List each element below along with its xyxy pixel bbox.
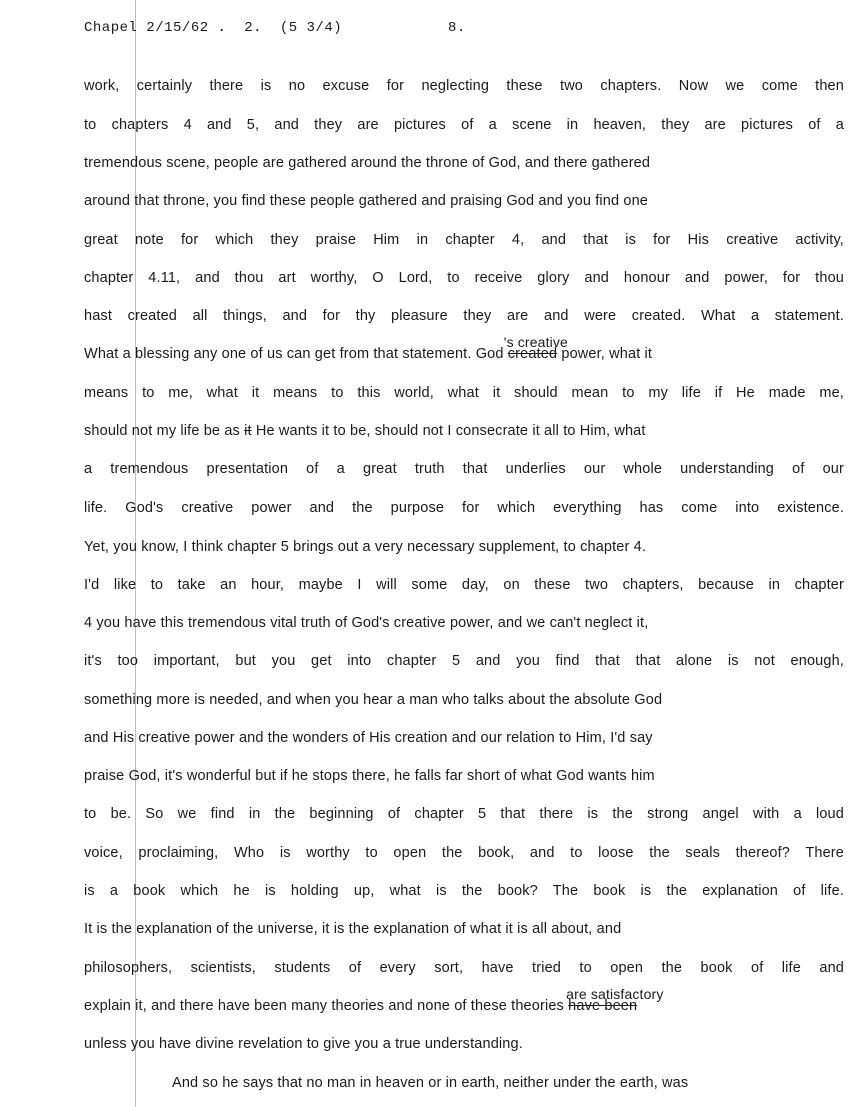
inserted-text: 's creative xyxy=(503,334,568,350)
page-number: 8. xyxy=(448,20,466,36)
text-line: means to me, what it means to this world, what it should mean to my life if He made me, xyxy=(84,385,844,401)
page-header xyxy=(84,20,844,40)
line-text: What a blessing any one of us can get from that statement. God xyxy=(84,346,504,362)
text-line: chapter 4.11, and thou art worthy, O Lord, to receive glory and honour and power, for thou xyxy=(84,270,844,286)
text-line: It is the explanation of the universe, it is the explanation of what it is all about, and xyxy=(84,921,622,937)
text-line: voice, proclaiming, Who is worthy to open the book, and to loose the seals thereof? There xyxy=(84,845,844,861)
text-line: and His creative power and the wonders of His creation and our relation to Him, I'd say xyxy=(84,730,653,746)
text-line: life. God's creative power and the purpose for which everything has come into existence. xyxy=(84,500,844,516)
line-text: explain it, and there have been many theories and none of these theories xyxy=(84,998,569,1014)
text-line: around that throne, you find these people gathered and praising God and you find one xyxy=(84,193,649,209)
inserted-text: are satisfactory xyxy=(566,986,664,1002)
text-line: something more is needed, and when you hear a man who talks about the absolute God xyxy=(84,692,663,708)
text-line: great note for which they praise Him in chapter 4, and that is for His creative activity, xyxy=(84,232,844,248)
text-line: hast created all things, and for thy pleasure they are and were created. What a statement. xyxy=(84,308,844,324)
line-text: should not my life be as xyxy=(84,423,245,439)
line-text: He wants it to be, should not I consecrate it all to Him, what xyxy=(251,423,646,439)
handwritten-correction xyxy=(503,334,568,365)
line-text: power, what it xyxy=(557,346,653,362)
text-line: a tremendous presentation of a great truth that underlies our whole understanding of our xyxy=(84,461,844,477)
text-line: to be. So we find in the beginning of chapter 5 that there is the strong angel with a loud xyxy=(84,806,844,822)
handwritten-correction xyxy=(566,986,664,1017)
struck-text: it xyxy=(244,423,252,439)
text-line-with-correction xyxy=(84,986,844,1017)
text-line: Yet, you know, I think chapter 5 brings out a very necessary supplement, to chapter 4. xyxy=(84,539,647,555)
text-line: praise God, it's wonderful but if he stops there, he falls far short of what God wants him xyxy=(84,768,655,784)
header-label: Chapel 2/15/62 . 2. (5 3/4) xyxy=(84,20,343,36)
text-line: 4 you have this tremendous vital truth of God's creative power, and we can't neglect it, xyxy=(84,615,649,631)
text-line-with-correction xyxy=(84,420,844,442)
text-line: unless you have divine revelation to give you a true understanding. xyxy=(84,1036,523,1052)
struck-text: have been xyxy=(568,998,638,1014)
text-line-with-correction xyxy=(84,334,844,365)
text-line: And so he says that no man in heaven or in earth, neither under the earth, was xyxy=(172,1075,689,1091)
text-line: philosophers, scientists, students of every sort, have tried to open the book of life and xyxy=(84,960,844,976)
text-line: tremendous scene, people are gathered around the throne of God, and there gathered xyxy=(84,155,651,171)
text-line: to chapters 4 and 5, and they are pictures of a scene in heaven, they are pictures of a xyxy=(84,117,844,133)
struck-text: created xyxy=(507,346,558,362)
text-line: work, certainly there is no excuse for neglecting these two chapters. Now we come then xyxy=(84,78,844,94)
text-line: I'd like to take an hour, maybe I will some day, on these two chapters, because in chapter xyxy=(84,577,844,593)
text-line: is a book which he is holding up, what is the book? The book is the explanation of life. xyxy=(84,883,844,899)
text-line: it's too important, but you get into chapter 5 and you find that that alone is not enough, xyxy=(84,653,844,669)
